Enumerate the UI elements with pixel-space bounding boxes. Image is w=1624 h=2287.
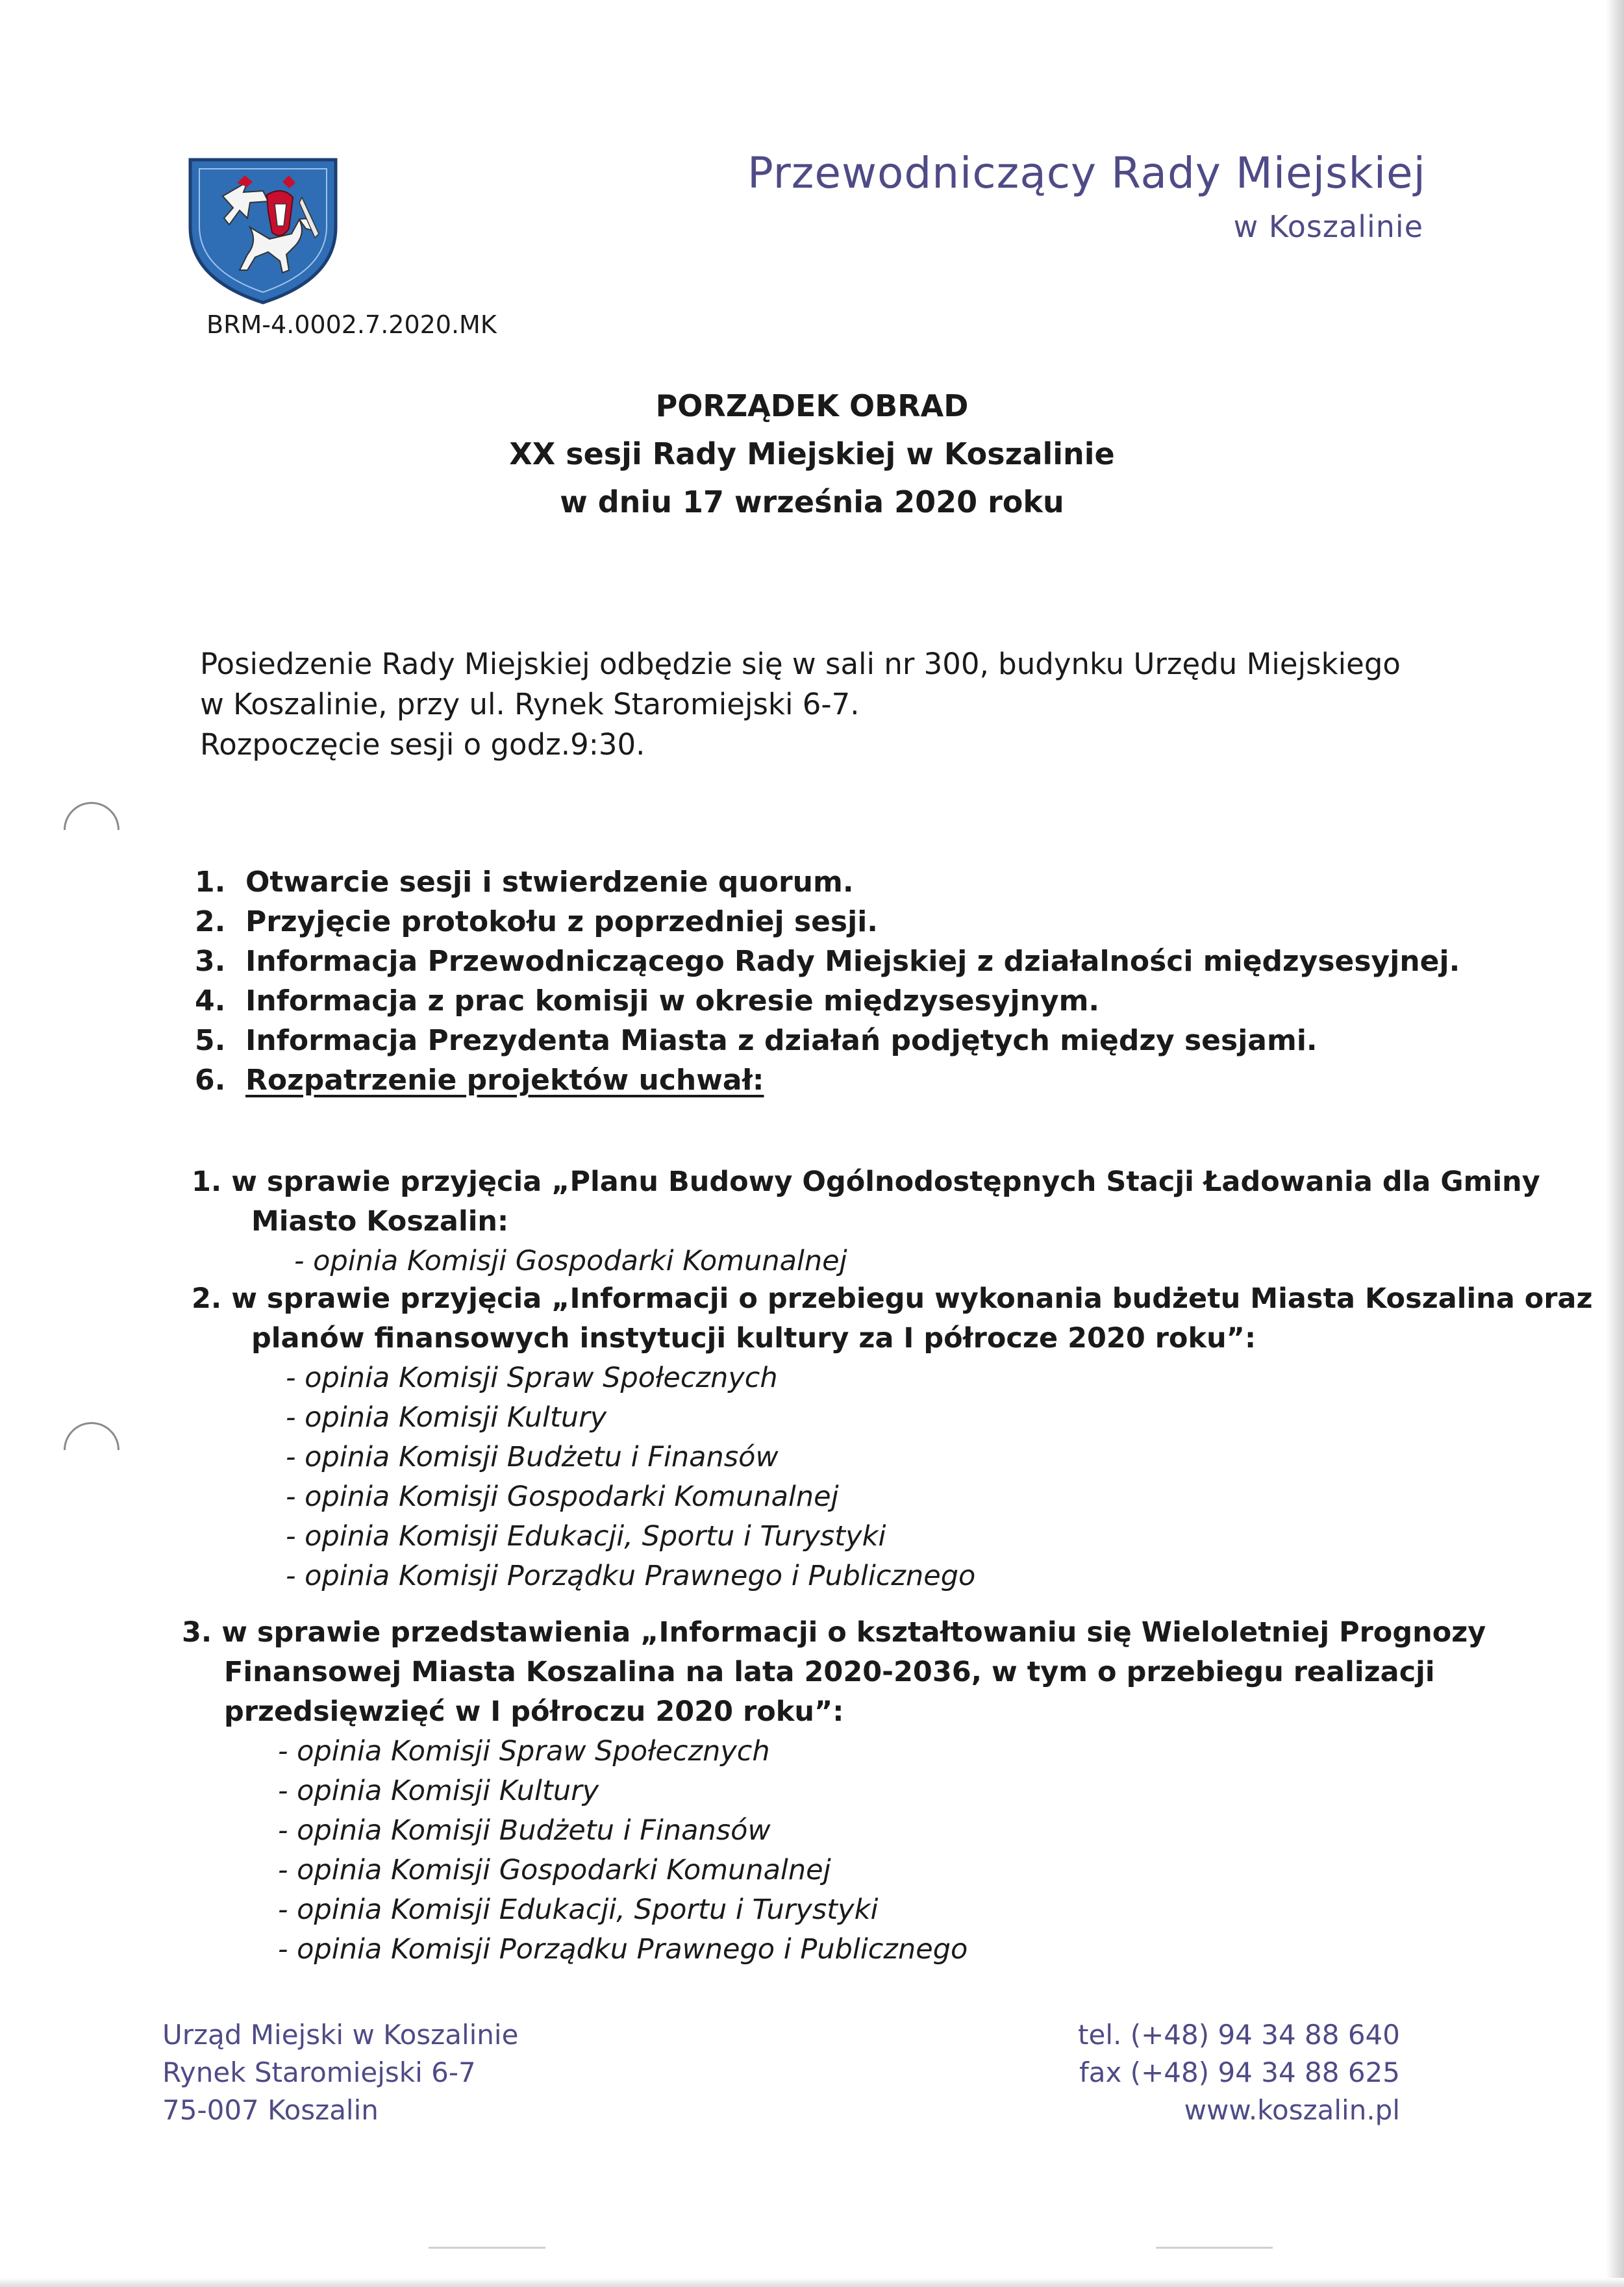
opinion-item: - opinia Komisji Budżetu i Finansów (278, 1814, 771, 1847)
heading-line-1: PORZĄDEK OBRAD (655, 388, 969, 423)
agenda-item (195, 942, 1461, 981)
agenda-item (195, 862, 1461, 902)
agenda-item (195, 902, 1461, 942)
scan-edge-bottom (0, 2278, 1624, 2287)
agenda-heading (0, 382, 1624, 526)
resolution-title-line: Miasto Koszalin: (251, 1205, 509, 1238)
agenda-item (195, 1021, 1461, 1060)
opinion-item: - opinia Komisji Budżetu i Finansów (286, 1441, 779, 1473)
agenda-item-text: Informacja z prac komisji w okresie międzysesyjnym. (245, 984, 1100, 1018)
intro-line-3: Rozpoczęcie sesji o godz.9:30. (200, 727, 645, 762)
document-reference: BRM-4.0002.7.2020.MK (206, 310, 497, 339)
punch-hole-bottom (52, 1410, 131, 1490)
footer-fax: fax (+48) 94 34 88 625 (1079, 2056, 1400, 2088)
scan-mark-right (1156, 2247, 1273, 2249)
crest-icon (185, 156, 341, 305)
opinion-item: - opinia Komisji Porządku Prawnego i Publicznego (286, 1560, 976, 1592)
resolution-title-line: 3. w sprawie przedstawienia „Informacji o kształtowaniu się Wieloletniej Prognozy (182, 1616, 1486, 1649)
footer-address-line: Urząd Miejski w Koszalinie (162, 2019, 519, 2051)
opinion-item: - opinia Komisji Gospodarki Komunalnej (294, 1245, 847, 1277)
agenda-item-number: 4. (195, 984, 226, 1018)
agenda-item-number: 2. (195, 905, 226, 938)
opinion-item: - opinia Komisji Spraw Społecznych (286, 1362, 778, 1394)
agenda-item-number: 1. (195, 866, 226, 899)
resolution-title-line: 1. w sprawie przyjęcia „Planu Budowy Ogólnodostępnych Stacji Ładowania dla Gminy (192, 1166, 1540, 1198)
agenda-item-number: 3. (195, 945, 226, 978)
heading-line-2: XX sesji Rady Miejskiej w Koszalinie (509, 436, 1115, 471)
agenda-item-number: 6. (195, 1064, 226, 1097)
heading-line-3: w dniu 17 września 2020 roku (560, 484, 1064, 519)
footer-address-line: Rynek Staromiejski 6-7 (162, 2056, 476, 2088)
agenda-item-number: 5. (195, 1024, 226, 1057)
opinion-item: - opinia Komisji Porządku Prawnego i Publicznego (278, 1933, 968, 1966)
agenda-item-text: Przyjęcie protokołu z poprzedniej sesji. (245, 905, 878, 938)
punch-hole-top (52, 790, 131, 869)
session-intro (200, 644, 1434, 765)
footer-phone: tel. (+48) 94 34 88 640 (1078, 2019, 1400, 2051)
agenda-item (195, 981, 1461, 1021)
resolution-title-line: przedsięwzięć w I półroczu 2020 roku”: (224, 1695, 844, 1728)
agenda-item (195, 1060, 1461, 1100)
agenda-item-text: Otwarcie sesji i stwierdzenie quorum. (245, 866, 854, 899)
opinion-item: - opinia Komisji Kultury (286, 1401, 607, 1434)
agenda-item-text: Informacja Prezydenta Miasta z działań podjętych między sesjami. (245, 1024, 1318, 1057)
footer-address-line: 75-007 Koszalin (162, 2094, 379, 2126)
footer-address (162, 2016, 518, 2129)
intro-line-1: Posiedzenie Rady Miejskiej odbędzie się w sali nr 300, budynku Urzędu Miejskiego (200, 647, 1401, 681)
opinion-item: - opinia Komisji Gospodarki Komunalnej (286, 1481, 839, 1513)
agenda-item-text: Informacja Przewodniczącego Rady Miejskiej z działalności międzysesyjnej. (245, 945, 1460, 978)
footer-website-link[interactable]: www.koszalin.pl (1184, 2094, 1400, 2126)
intro-line-2: w Koszalinie, przy ul. Rynek Staromiejski 6-7. (200, 687, 860, 721)
scan-edge-right (1606, 0, 1624, 2287)
agenda-list (195, 862, 1461, 1100)
resolution-title-line: 2. w sprawie przyjęcia „Informacji o przebiegu wykonania budżetu Miasta Koszalina oraz (192, 1282, 1593, 1315)
opinion-item: - opinia Komisji Edukacji, Sportu i Turystyki (286, 1520, 886, 1553)
resolution-3 (182, 1613, 1486, 1969)
agenda-item-text: Rozpatrzenie projektów uchwał: (245, 1064, 764, 1097)
header-subtitle: w Koszalinie (1233, 209, 1423, 244)
resolution-title-line: planów finansowych instytucji kultury za I półrocze 2020 roku”: (251, 1322, 1256, 1355)
footer-contact (1078, 2016, 1400, 2129)
resolution-2 (192, 1279, 1593, 1596)
opinion-item: - opinia Komisji Spraw Społecznych (278, 1735, 770, 1768)
resolution-title-line: Finansowej Miasta Koszalina na lata 2020-2036, w tym o przebiegu realizacji (224, 1656, 1435, 1688)
opinion-item: - opinia Komisji Gospodarki Komunalnej (278, 1854, 831, 1886)
opinion-item: - opinia Komisji Kultury (278, 1775, 599, 1807)
opinion-item: - opinia Komisji Edukacji, Sportu i Turystyki (278, 1893, 879, 1926)
resolution-1 (192, 1162, 1540, 1281)
scan-mark-left (429, 2247, 545, 2249)
header-title: Przewodniczący Rady Miejskiej (747, 148, 1426, 198)
